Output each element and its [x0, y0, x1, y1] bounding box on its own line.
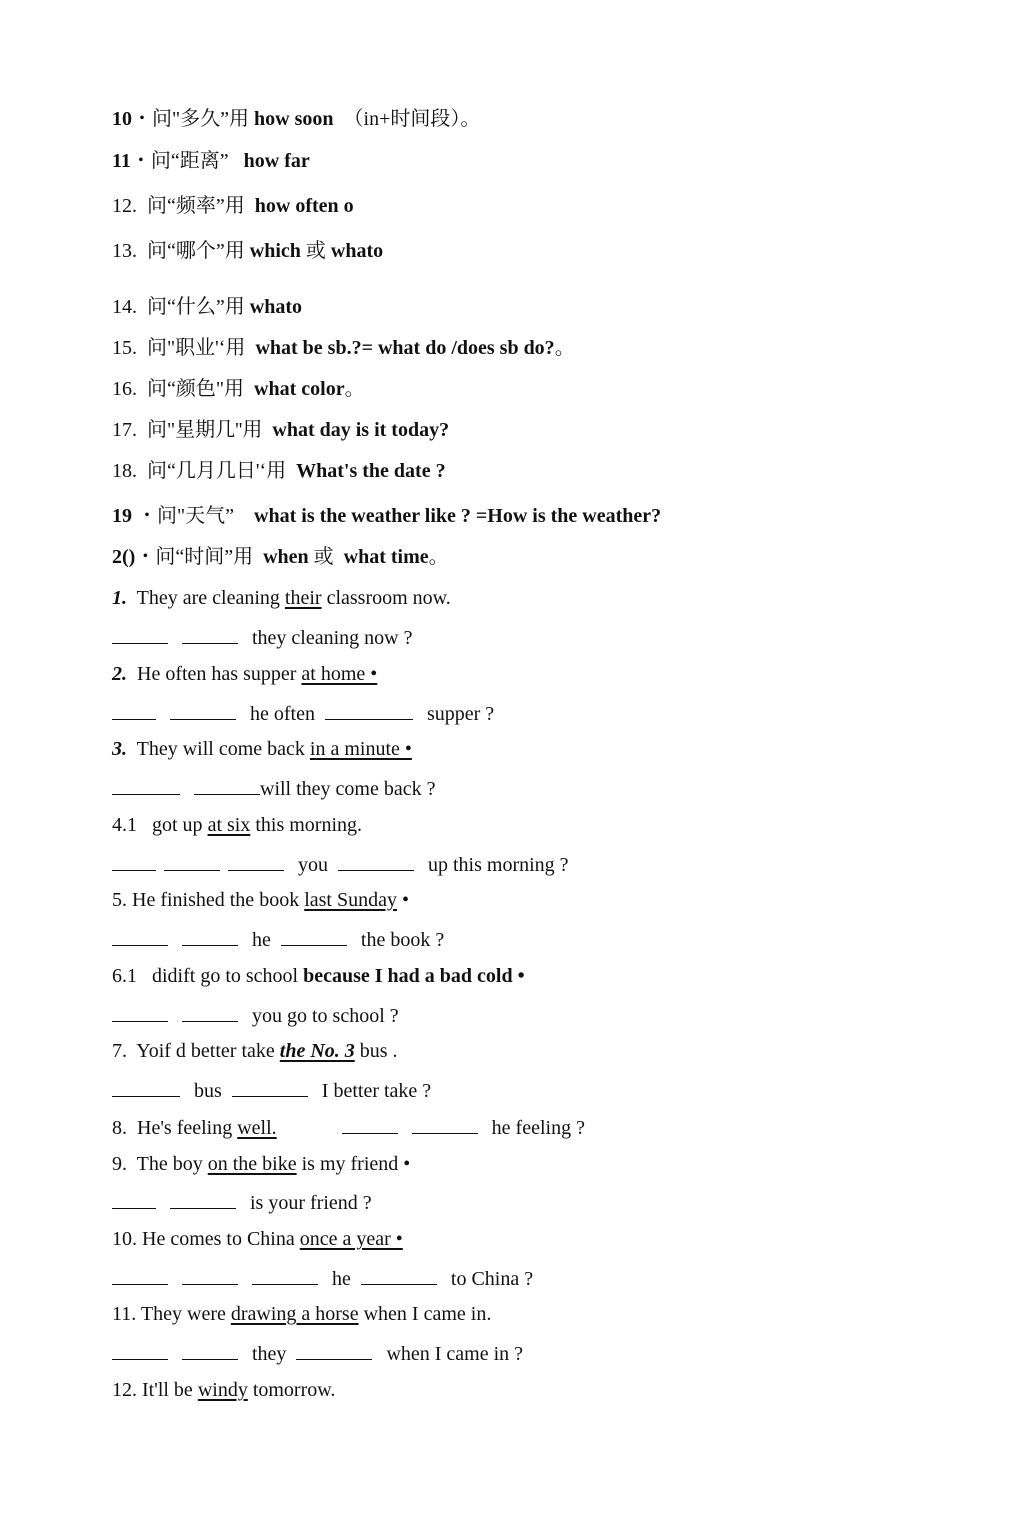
exercise-5	[112, 887, 409, 913]
answer-blank[interactable]	[182, 1001, 238, 1022]
answer-blank[interactable]	[112, 623, 168, 644]
rule-number: 15.	[112, 337, 137, 359]
answer-blank[interactable]	[296, 1339, 372, 1360]
answer-blank[interactable]	[112, 1264, 168, 1285]
rule-number: 13.	[112, 240, 137, 262]
rule-en: what is the weather like ? =How is the weather?	[254, 505, 662, 527]
exercise-7-answer	[112, 1076, 431, 1104]
exercise-text: They will come back	[136, 738, 310, 760]
rule-16	[112, 376, 365, 402]
answer-blank[interactable]	[112, 925, 168, 946]
underlined-part: windy	[197, 1379, 248, 1401]
exercise-4	[112, 812, 362, 838]
exercise-3	[112, 736, 412, 762]
answer-blank[interactable]	[112, 850, 156, 871]
rule-en-2: whato	[330, 240, 384, 262]
answer-text: will they come back ?	[260, 778, 436, 800]
rule-en: what be sb.?= what do /does sb do?	[255, 337, 555, 359]
exercise-10-answer	[112, 1264, 533, 1292]
rule-20	[112, 544, 449, 570]
answer-blank[interactable]	[325, 699, 413, 720]
exercise-number: 3.	[112, 738, 127, 760]
rule-zh: 问"职业'‘用	[147, 337, 246, 359]
rule-en: what color	[254, 378, 345, 400]
exercise-text: classroom now.	[321, 587, 451, 609]
exercise-6	[112, 963, 525, 989]
exercise-number: 11.	[112, 1303, 137, 1325]
underlined-part: at six	[207, 814, 251, 836]
exercise-1-answer	[112, 623, 413, 651]
rule-10	[112, 106, 480, 132]
exercise-text: They were	[140, 1303, 231, 1325]
answer-text: you go to school ?	[252, 1005, 399, 1027]
rule-zh: 问“几月几日'‘用	[147, 460, 287, 482]
answer-text: up this morning ?	[428, 854, 569, 876]
exercise-text: He's feeling	[137, 1117, 238, 1139]
exercise-12	[112, 1377, 335, 1403]
answer-blank[interactable]	[182, 1264, 238, 1285]
rule-note: （in+时间段）。	[343, 108, 481, 130]
rule-12	[112, 193, 354, 219]
answer-blank[interactable]	[182, 1339, 238, 1360]
answer-blank[interactable]	[361, 1264, 437, 1285]
rule-zh: 问“频率”用	[147, 195, 245, 217]
rule-zh: 问“哪个”用	[147, 240, 245, 262]
rule-en: how soon	[254, 108, 334, 130]
answer-blank[interactable]	[281, 925, 347, 946]
exercise-number: 4.1	[112, 814, 137, 836]
rule-zh: 问“时间”用	[155, 546, 254, 568]
exercise-8	[112, 1113, 585, 1141]
exercise-2	[112, 661, 377, 687]
rule-11	[112, 148, 310, 174]
rule-en: what day is it today?	[272, 419, 450, 441]
rule-number: 16.	[112, 378, 137, 400]
answer-blank[interactable]	[170, 699, 236, 720]
exercise-text: when I came in.	[358, 1303, 492, 1325]
exercise-10	[112, 1226, 403, 1252]
exercise-9	[112, 1151, 410, 1177]
underlined-part: their	[284, 587, 322, 609]
answer-text: he	[252, 929, 271, 951]
rule-en: how far	[243, 150, 310, 172]
exercise-text: It'll be	[142, 1379, 198, 1401]
rule-zh: 问“什么”用	[147, 296, 245, 318]
answer-blank[interactable]	[164, 850, 220, 871]
exercise-text: tomorrow.	[247, 1379, 336, 1401]
exercise-text: this morning.	[250, 814, 363, 836]
rule-15	[112, 335, 575, 361]
rule-note: 。	[428, 546, 449, 568]
exercise-text: He finished the book	[132, 889, 305, 911]
exercise-text: They are cleaning	[136, 587, 285, 609]
exercise-11	[112, 1301, 491, 1327]
underlined-part: drawing a horse	[230, 1303, 359, 1325]
exercise-text: He often has supper	[137, 663, 302, 685]
underlined-part: last Sunday	[304, 889, 397, 911]
exercise-6-answer	[112, 1001, 399, 1029]
exercise-number: 10.	[112, 1228, 137, 1250]
rule-number: 2()	[112, 546, 136, 568]
answer-blank[interactable]	[342, 1113, 398, 1134]
rule-number: 12.	[112, 195, 137, 217]
answer-text: they	[252, 1343, 287, 1365]
rule-zh: 问“距离”	[150, 150, 229, 172]
rule-number: 10	[112, 108, 132, 130]
rule-en: how often o	[254, 195, 354, 217]
answer-text: he	[332, 1268, 351, 1290]
rule-en: whato	[249, 296, 302, 318]
rule-note: 。	[554, 337, 575, 359]
exercise-text: didift go to school	[152, 965, 304, 987]
rule-zh: 问“颜色"用	[147, 378, 245, 400]
underlined-part: well.	[237, 1117, 277, 1139]
exercise-11-answer	[112, 1339, 523, 1367]
rule-number: 17.	[112, 419, 137, 441]
answer-blank[interactable]	[232, 1076, 308, 1097]
rule-number: 14.	[112, 296, 137, 318]
rule-sep: ・	[135, 546, 156, 568]
exercise-5-answer	[112, 925, 444, 953]
rule-en: when	[263, 546, 309, 568]
answer-blank[interactable]	[112, 774, 180, 795]
answer-blank[interactable]	[252, 1264, 318, 1285]
rule-en: which	[249, 240, 301, 262]
exercise-text: got up	[152, 814, 208, 836]
answer-text: is your friend ?	[250, 1192, 372, 1214]
answer-blank[interactable]	[338, 850, 414, 871]
answer-text: the book ?	[360, 929, 445, 951]
answer-text: I better take ?	[321, 1080, 432, 1102]
answer-blank[interactable]	[112, 699, 156, 720]
rule-18	[112, 458, 446, 484]
bold-part: because I had a bad cold •	[303, 965, 525, 987]
exercise-text: •	[396, 889, 409, 911]
answer-blank[interactable]	[228, 850, 284, 871]
exercise-1	[112, 585, 451, 611]
rule-zh: 问"天气”	[157, 505, 235, 527]
exercise-text: The boy	[136, 1153, 208, 1175]
rule-or: 或	[305, 240, 326, 262]
rule-14	[112, 294, 302, 320]
exercise-text: He comes to China	[142, 1228, 300, 1250]
answer-text: you	[298, 854, 328, 876]
rule-en-2: what time	[343, 546, 429, 568]
exercise-number: 7.	[112, 1040, 127, 1062]
rule-sep: ・	[132, 108, 152, 130]
rule-number: 19	[112, 505, 132, 527]
answer-blank[interactable]	[112, 1339, 168, 1360]
rule-sep: ・	[130, 150, 151, 172]
answer-blank[interactable]	[112, 1001, 168, 1022]
exercise-9-answer	[112, 1188, 372, 1216]
answer-blank[interactable]	[194, 774, 260, 795]
underlined-part: in a minute •	[309, 738, 412, 760]
answer-text: supper ?	[426, 703, 495, 725]
exercise-4-answer	[112, 850, 569, 878]
exercise-text: is my friend •	[296, 1153, 411, 1175]
exercise-number: 12.	[112, 1379, 137, 1401]
answer-text: he feeling ?	[491, 1117, 585, 1139]
exercise-number: 1.	[112, 587, 127, 609]
answer-blank[interactable]	[182, 925, 238, 946]
exercise-number: 9.	[112, 1153, 127, 1175]
underlined-part: at home •	[301, 663, 378, 685]
exercise-2-answer	[112, 699, 494, 727]
exercise-3-answer	[112, 774, 436, 802]
exercise-text: bus .	[354, 1040, 398, 1062]
rule-or: 或	[313, 546, 334, 568]
exercise-number: 2.	[112, 663, 127, 685]
exercise-number: 8.	[112, 1117, 127, 1139]
answer-blank[interactable]	[112, 1188, 156, 1209]
rule-17	[112, 417, 449, 443]
underlined-part: once a year •	[299, 1228, 403, 1250]
exercise-text: Yoif d better take	[136, 1040, 280, 1062]
answer-blank[interactable]	[170, 1188, 236, 1209]
rule-note: 。	[344, 378, 365, 400]
underlined-part: on the bike	[207, 1153, 297, 1175]
rule-zh: 问"星期几''用	[147, 419, 263, 441]
rule-en: What's the date ?	[296, 460, 446, 482]
rule-zh: 问"多久”用	[152, 108, 250, 130]
answer-text: when I came in ?	[386, 1343, 524, 1365]
exercise-number: 6.1	[112, 965, 137, 987]
underlined-part: the No. 3	[279, 1040, 355, 1062]
rule-sep: ・	[137, 505, 157, 527]
answer-text: to China ?	[450, 1268, 534, 1290]
answer-text: he often	[250, 703, 315, 725]
answer-blank[interactable]	[412, 1113, 478, 1134]
answer-text: bus	[194, 1080, 222, 1102]
answer-blank[interactable]	[112, 1076, 180, 1097]
rule-19	[112, 503, 661, 529]
rule-number: 18.	[112, 460, 137, 482]
exercise-7	[112, 1038, 398, 1064]
answer-blank[interactable]	[182, 623, 238, 644]
rule-number: 11	[112, 150, 131, 172]
rule-13	[112, 238, 383, 264]
exercise-number: 5.	[112, 889, 127, 911]
answer-text: they cleaning now ?	[252, 627, 413, 649]
